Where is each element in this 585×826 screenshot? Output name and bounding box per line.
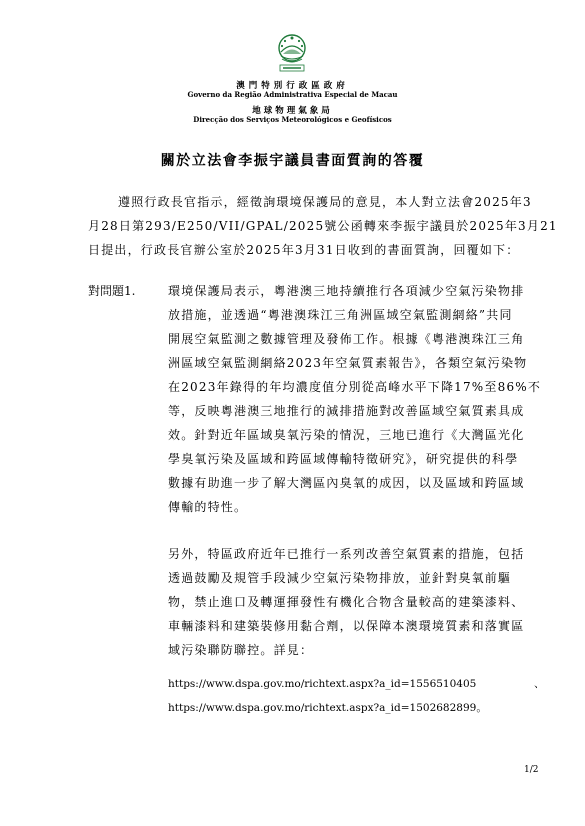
answer-line: 物，禁止進口及轉運揮發性有機化合物含量較高的建築漆料、 — [168, 595, 525, 609]
macao-emblem-icon — [273, 32, 311, 74]
answer-line: 效。針對近年區域臭氧污染的情況，三地已進行《大灣區光化 — [168, 428, 525, 442]
question-label: 對問題1. — [88, 284, 136, 298]
intro-line: 遵照行政長官指示，經徵詢環境保護局的意見，本人對立法會2025年3 — [118, 195, 532, 209]
answer-line: 放措施，並透過“粵港澳珠江三角洲區域空氣監測網絡”共同 — [168, 308, 513, 322]
reference-link[interactable]: https://www.dspa.gov.mo/richtext.aspx?a_id=1502682899 — [168, 702, 477, 714]
reference-links — [168, 672, 548, 720]
government-name-chinese: 澳門特別行政區政府 — [236, 81, 349, 91]
answer-line: 車輛漆料和建築裝修用黏合劑，以保障本澳環境質素和落實區 — [168, 619, 525, 633]
answer-line: 洲區域空氣監測網絡2023年空氣質素報告》，各類空氣污染物 — [168, 356, 528, 370]
answer-line: 數據有助進一步了解大灣區內臭氧的成因，以及區域和跨區域 — [168, 476, 525, 490]
link-terminator: 。 — [476, 702, 487, 714]
answer-line: 域污染聯防聯控。詳見： — [168, 643, 314, 657]
government-name-portuguese: Governo da Região Administrativa Especial de Macau — [187, 90, 398, 99]
intro-line: 日提出，行政長官辦公室於2025年3月31日收到的書面質詢，回覆如下： — [88, 243, 520, 257]
intro-line: 月28日第293/E250/VII/GPAL/2025號公函轉來李振宇議員於2025年3月21 — [88, 219, 558, 233]
department-name-chinese: 地球物理氣象局 — [252, 106, 333, 116]
document-title: 關於立法會李振宇議員書面質詢的答覆 — [160, 153, 425, 169]
answer-paragraph-2 — [168, 542, 548, 662]
answer-line: 在2023年錄得的年均濃度值分別從高峰水平下降17%至86%不 — [168, 380, 542, 394]
answer-line: 環境保護局表示，粵港澳三地持續推行各項減少空氣污染物排 — [168, 284, 525, 298]
answer-line: 透過鼓勵及規管手段減少空氣污染物排放，並針對臭氧前驅 — [168, 571, 512, 585]
reference-link[interactable]: https://www.dspa.gov.mo/richtext.aspx?a_id=1556510405 — [168, 678, 477, 690]
answer-line: 另外，特區政府近年已推行一系列改善空氣質素的措施，包括 — [168, 547, 525, 561]
link-separator: 、 — [534, 678, 545, 690]
answer-line: 開展空氣監測之數據管理及發佈工作。根據《粵港澳珠江三角 — [168, 332, 525, 346]
answer-line: 傳輸的特性。 — [168, 500, 248, 514]
answer-paragraph-1 — [168, 279, 548, 519]
reference-link-row — [168, 672, 548, 696]
page-number: 1/2 — [524, 765, 539, 775]
answer-line: 等，反映粵港澳三地推行的減排措施對改善區域空氣質素具成 — [168, 404, 525, 418]
reference-link-row — [168, 696, 548, 720]
answer-line: 學臭氧污染及區域和跨區域傳輸特徵研究》，研究提供的科學 — [168, 452, 519, 466]
department-name-portuguese: Direcção dos Serviços Meteorológicos e Geofísicos — [193, 115, 392, 124]
intro-paragraph — [88, 190, 558, 262]
